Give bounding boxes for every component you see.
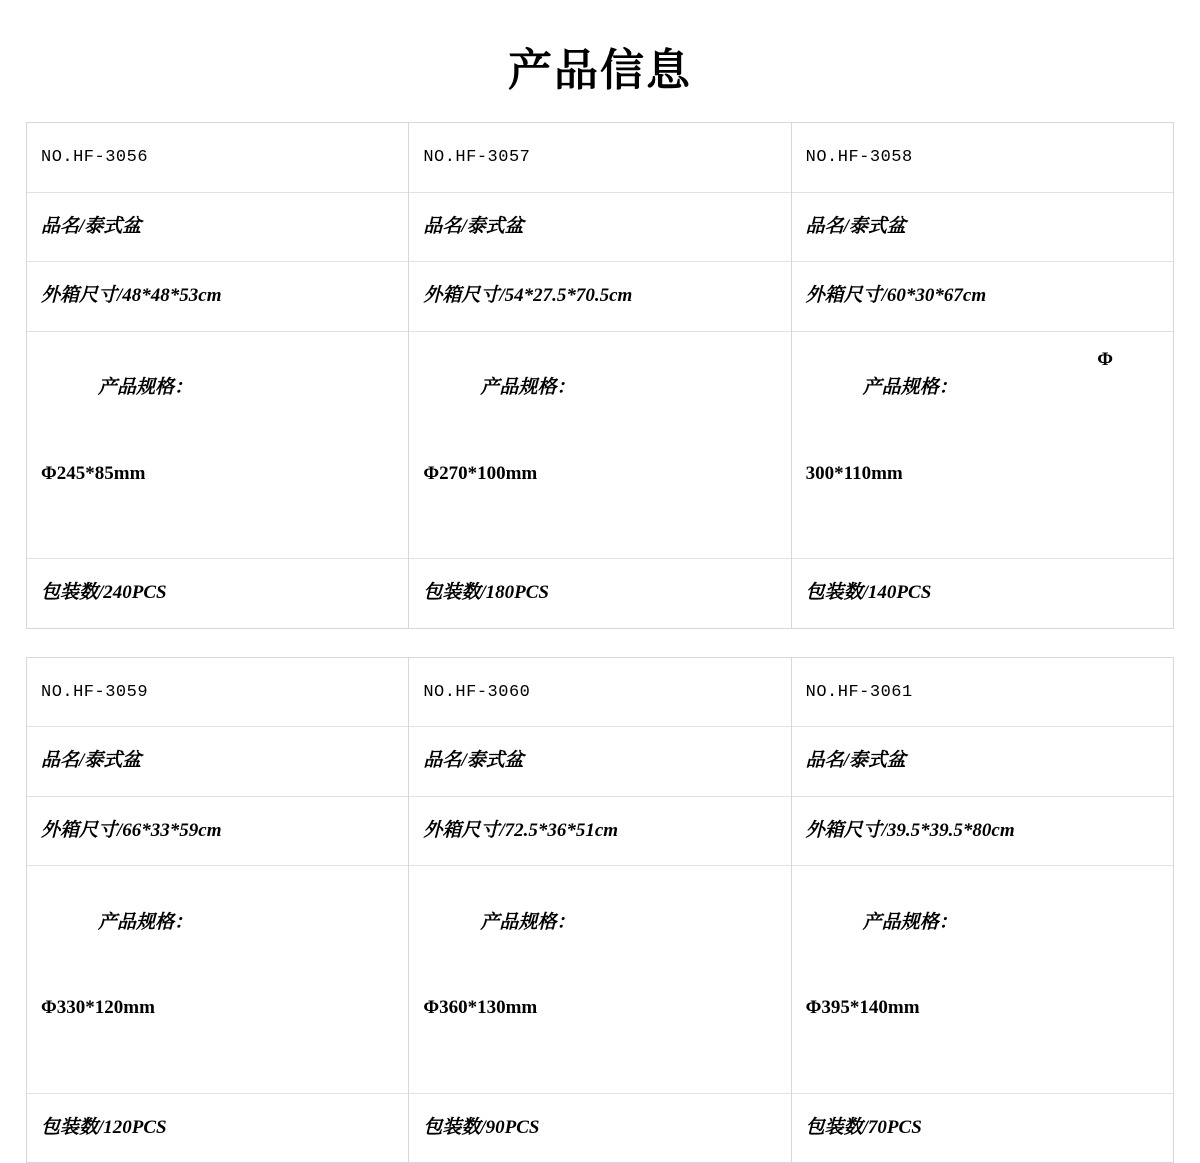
product-spec-label: 产品规格： [98, 911, 194, 933]
product-spec [792, 332, 1173, 560]
product-card [27, 123, 409, 629]
product-spec [27, 332, 408, 560]
product-spec-label: 产品规格： [98, 377, 194, 398]
product-name: 品名/泰式盆 [409, 193, 790, 263]
product-spec-table [26, 122, 1174, 1163]
table-row-spacer [27, 628, 1174, 657]
product-name: 品名/泰式盆 [409, 727, 790, 797]
product-card [409, 657, 791, 1163]
spacer-cell [791, 628, 1173, 657]
carton-size: 外箱尺寸/48*48*53cm [27, 262, 408, 332]
table-row [27, 123, 1174, 629]
packing-quantity: 包装数/70PCS [805, 1116, 922, 1138]
product-spec-label: 产品规格： [862, 377, 958, 398]
product-card [791, 123, 1173, 629]
page-title: 产品信息 [508, 46, 692, 95]
product-code: NO.HF-3056 [27, 123, 408, 193]
packing-quantity: 包装数/90PCS [423, 1116, 540, 1138]
product-spec-value: Φ245*85mm [41, 462, 146, 484]
product-spec [409, 332, 790, 560]
product-card [27, 657, 409, 1163]
product-spec [792, 866, 1173, 1094]
packing-quantity: 包装数/140PCS [805, 582, 932, 603]
product-spec-label: 产品规格： [862, 911, 958, 933]
product-card [409, 123, 791, 629]
product-code: NO.HF-3060 [409, 658, 790, 728]
product-spec-value: Φ270*100mm [423, 462, 538, 484]
product-name: 品名/泰式盆 [27, 727, 408, 797]
product-spec-label: 产品规格： [480, 377, 576, 398]
packing-quantity: 包装数/240PCS [41, 582, 167, 603]
product-code: NO.HF-3059 [27, 658, 408, 728]
spacer-cell [27, 628, 409, 657]
carton-size: 外箱尺寸/54*27.5*70.5cm [409, 262, 790, 332]
product-name: 品名/泰式盆 [792, 193, 1173, 263]
product-name: 品名/泰式盆 [27, 193, 408, 263]
product-spec-label: 产品规格： [480, 911, 576, 933]
product-spec-value: Φ330*120mm [41, 997, 155, 1018]
product-code: NO.HF-3061 [792, 658, 1173, 728]
product-card [791, 657, 1173, 1163]
product-spec-value: 300*110mm [805, 462, 903, 484]
product-spec [409, 866, 790, 1094]
carton-size: 外箱尺寸/72.5*36*51cm [409, 797, 790, 867]
table-row [27, 657, 1174, 1163]
packing-quantity: 包装数/180PCS [423, 582, 549, 603]
product-spec [27, 866, 408, 1094]
packing-quantity: 包装数/120PCS [41, 1116, 167, 1138]
product-name: 品名/泰式盆 [792, 727, 1173, 797]
stray-phi-glyph: Φ [1097, 348, 1113, 370]
product-code: NO.HF-3057 [409, 123, 790, 193]
carton-size: 外箱尺寸/66*33*59cm [27, 797, 408, 867]
carton-size: 外箱尺寸/60*30*67cm [792, 262, 1173, 332]
product-spec-value: Φ395*140mm [805, 997, 920, 1018]
product-code: NO.HF-3058 [792, 123, 1173, 193]
spacer-cell [409, 628, 791, 657]
product-spec-value: Φ360*130mm [423, 997, 538, 1018]
carton-size: 外箱尺寸/39.5*39.5*80cm [792, 797, 1173, 867]
